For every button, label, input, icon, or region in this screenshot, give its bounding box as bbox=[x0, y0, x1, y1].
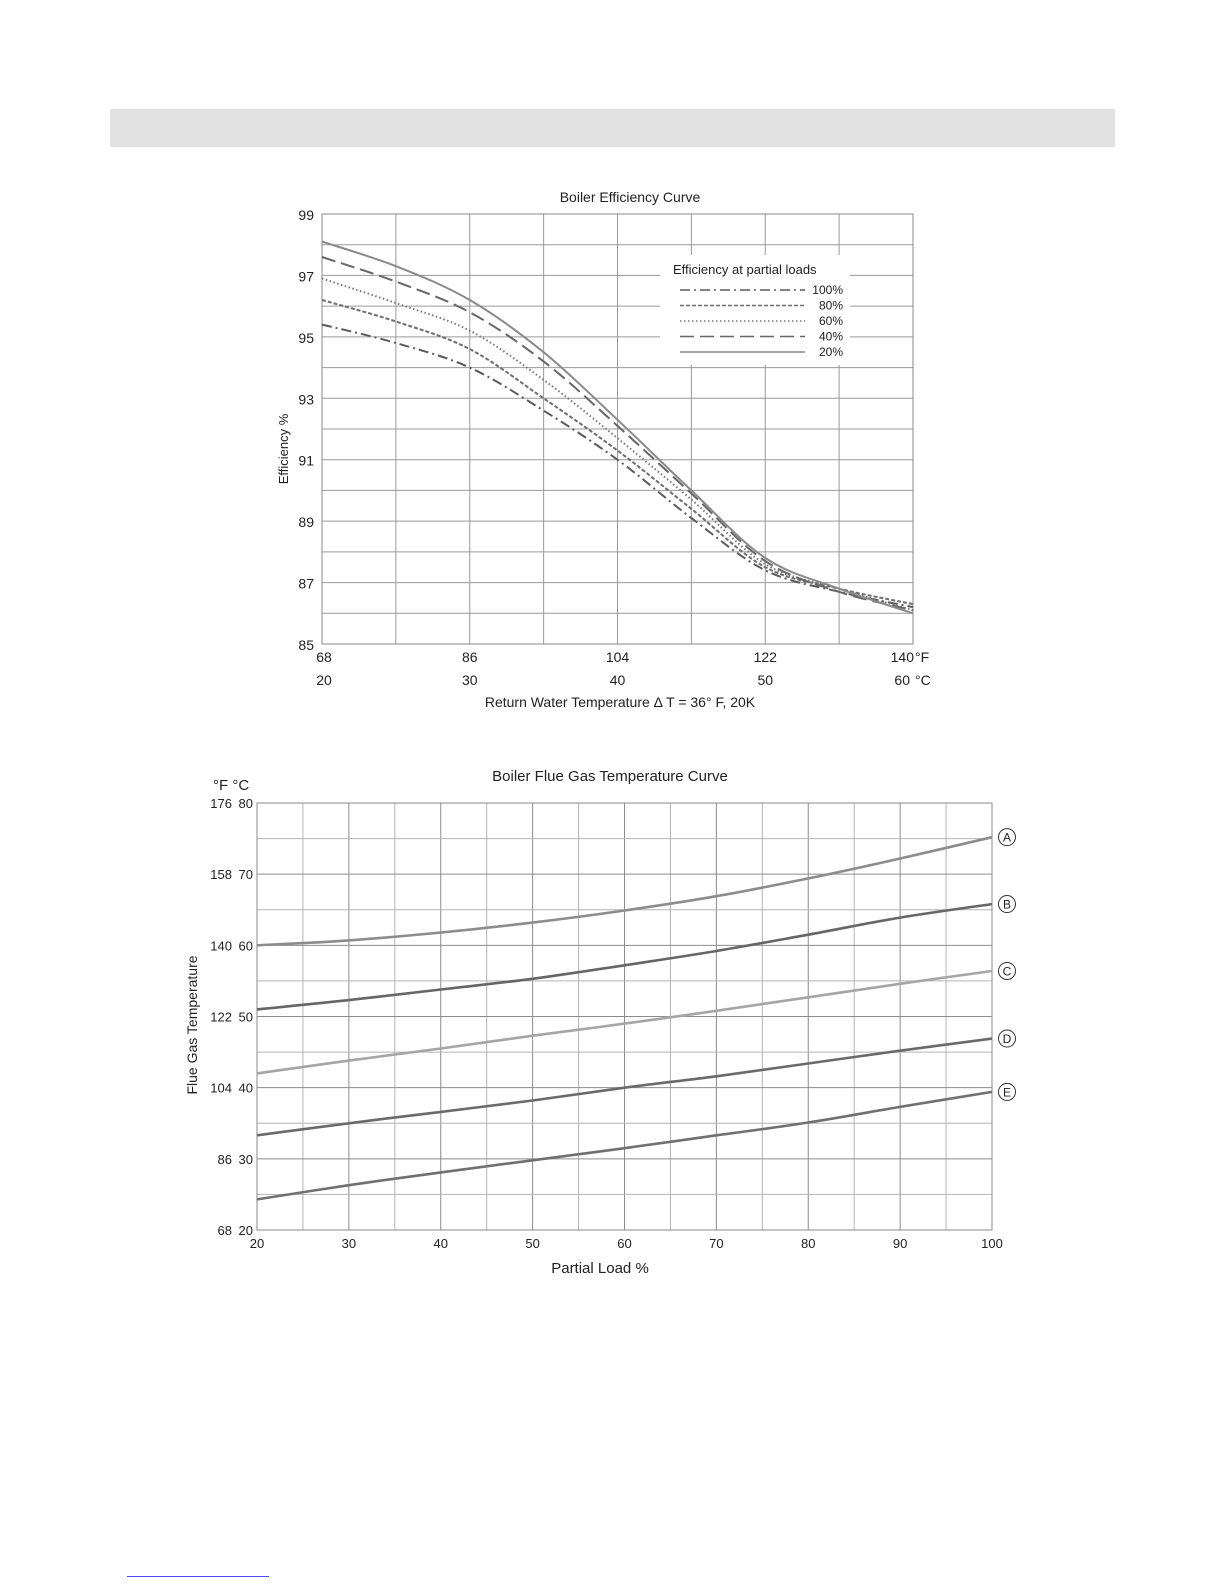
series-label-b: B bbox=[1002, 897, 1012, 912]
y-tick-label-f: 104 bbox=[210, 1080, 232, 1096]
y-tick-label: 99 bbox=[298, 207, 314, 223]
y-tick-label: 93 bbox=[298, 391, 314, 408]
x-tick-label: 20 bbox=[249, 1236, 265, 1251]
y-tick-label-c: 60 bbox=[238, 938, 253, 954]
y-tick-label-f: 158 bbox=[210, 867, 232, 883]
x-tick-label: 40 bbox=[433, 1236, 448, 1251]
y-tick-label-f: 122 bbox=[210, 1009, 232, 1025]
legend-label: 100% bbox=[812, 283, 843, 297]
x-axis-label: Partial Load % bbox=[551, 1260, 649, 1277]
y-tick-label-f: 86 bbox=[217, 1151, 232, 1167]
y-tick-label-c: 30 bbox=[238, 1151, 253, 1167]
y-tick-label: 89 bbox=[298, 514, 314, 531]
footer-link-underline bbox=[127, 1576, 269, 1577]
y-tick-label: 95 bbox=[298, 329, 314, 346]
y-tick-label: 97 bbox=[298, 268, 314, 285]
y-tick-label-c: 20 bbox=[238, 1223, 253, 1238]
x-tick-label: 90 bbox=[892, 1236, 908, 1251]
x-axis-label: Return Water Temperature Δ T = 36° F, 20K bbox=[484, 694, 756, 710]
legend-title: Efficiency at partial loads bbox=[673, 262, 817, 277]
x-tick-label-f: 104 bbox=[605, 649, 630, 665]
x-tick-label-f: 86 bbox=[461, 649, 478, 665]
series-label-c: C bbox=[1002, 964, 1012, 979]
chart-title: Boiler Efficiency Curve bbox=[559, 189, 701, 205]
y-tick-label-c: 40 bbox=[238, 1080, 253, 1096]
x-tick-label-f: 140 bbox=[890, 649, 914, 665]
y-tick-label-f: 176 bbox=[210, 796, 232, 811]
x-tick-label: 80 bbox=[801, 1236, 816, 1251]
y-tick-label-f: 140 bbox=[210, 938, 232, 954]
y-tick-label-c: 80 bbox=[238, 796, 253, 811]
series-label-d: D bbox=[1002, 1032, 1012, 1047]
y-tick-label-c: 70 bbox=[238, 867, 253, 883]
y-tick-label-c: 50 bbox=[238, 1009, 253, 1025]
x-tick-label: 50 bbox=[525, 1236, 540, 1251]
y-axis-label: Flue Gas Temperature bbox=[184, 955, 200, 1095]
x-tick-label: 30 bbox=[341, 1236, 357, 1251]
series-label-e: E bbox=[1002, 1085, 1012, 1100]
chart-title: Boiler Flue Gas Temperature Curve bbox=[492, 768, 728, 785]
legend-label: 20% bbox=[818, 345, 843, 359]
x-tick-label-f: 122 bbox=[753, 649, 777, 665]
x-tick-label: 70 bbox=[709, 1236, 724, 1251]
y-unit-label: °F °C bbox=[213, 777, 250, 794]
x-unit-f: °F bbox=[915, 649, 930, 665]
legend-label: 40% bbox=[818, 329, 843, 344]
legend-label: 60% bbox=[818, 314, 843, 328]
legend-label: 80% bbox=[818, 298, 843, 313]
x-unit-c: °C bbox=[915, 672, 931, 688]
x-tick-label: 60 bbox=[617, 1236, 632, 1251]
x-tick-label-c: 30 bbox=[461, 672, 478, 688]
series-label-a: A bbox=[1002, 830, 1012, 845]
y-axis-label: Efficiency % bbox=[276, 413, 291, 485]
x-tick-label-c: 20 bbox=[316, 672, 332, 688]
x-tick-label-c: 50 bbox=[757, 672, 774, 688]
x-tick-label-f: 68 bbox=[316, 649, 332, 665]
x-tick-label-c: 40 bbox=[609, 672, 626, 688]
y-tick-label: 91 bbox=[298, 452, 314, 469]
x-tick-label-c: 60 bbox=[894, 672, 910, 688]
y-tick-label: 85 bbox=[298, 637, 314, 653]
y-tick-label: 87 bbox=[298, 575, 314, 592]
y-tick-label-f: 68 bbox=[217, 1223, 232, 1238]
x-tick-label: 100 bbox=[981, 1236, 1003, 1251]
